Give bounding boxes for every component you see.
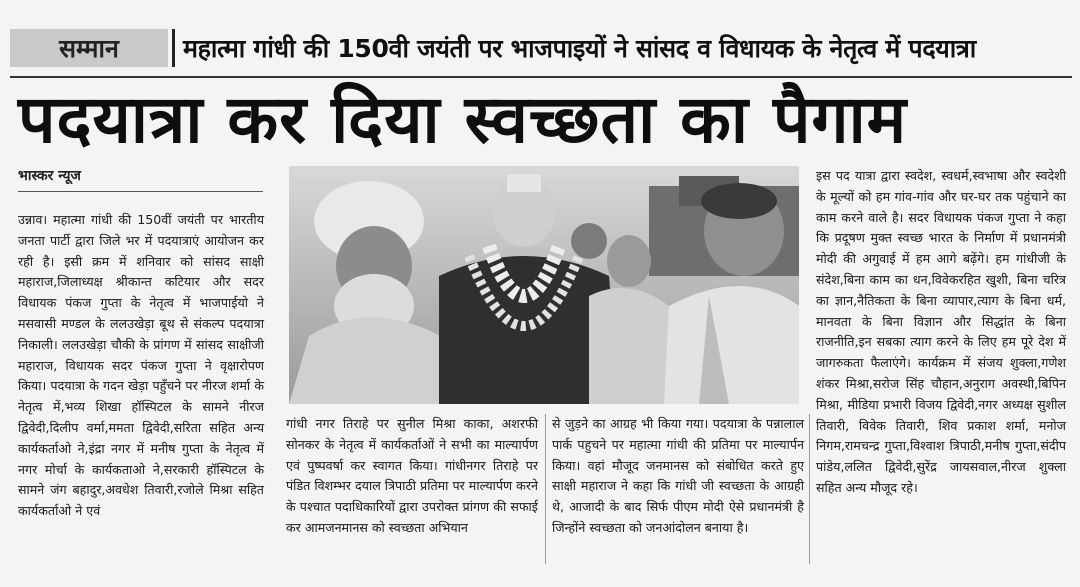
section-kicker: सम्मान bbox=[10, 29, 168, 67]
column-divider bbox=[545, 414, 546, 564]
kicker-divider bbox=[172, 29, 175, 67]
news-photo bbox=[289, 166, 799, 404]
headline: पदयात्रा कर दिया स्वच्छता का पैगाम bbox=[18, 81, 908, 158]
column-divider bbox=[809, 414, 810, 564]
article-column-2: गांधी नगर तिराहे पर सुनील मिश्रा काका, अशरफी सोनकर के नेतृत्व में कार्यकर्ताओं ने सभी का माल्यार्पण एवं पुष्पवर्षा कर स्वागत किया। गांधीनगर तिराहे पर पंडित विशम्भर दयाल त्रिपाठी प्रतिमा पर माल्यार्पण करने के पश्चात पदाधिकारियों द्वारा उपरोक्त प्रांगण की सफाई कर आमजनमानस को स्वच्छता अभियान bbox=[286, 416, 538, 535]
byline: भास्कर न्यूज bbox=[18, 166, 263, 192]
article-column-1: उन्नाव। महात्मा गांधी की 150वीं जयंती पर भारतीय जनता पार्टी द्वारा जिले भर में पदयात्राएं आयोजन कर रही है। इसी क्रम में शनिवार को सांसद साक्षी महाराज,जिलाध्यक्ष श्रीकान्त कटियार और सदर विधायक पंकज गुप्ता के नेतृत्व में भाजपाईयो ने मसवासी मण्डल के ललउखेड़ा बूथ से संकल्प पदयात्रा निकाली। ललउखेड़ा चौकी के प्रांगण में सांसद साक्षीजी महाराज, विधायक सदर पंकज गुप्ता ने वृक्षारोपण किया। पदयात्रा के गदन खेड़ा पहुँचने पर नीरज शर्मा के नेतृत्व में,भव्य शिखा हॉस्पिटल के सामने नीरज द्विवेदी,दिलीप वर्मा,ममता द्विवेदी,सरिता सहित अन्य कार्यकर्ताओ ने,इंद्रा नगर में मनीष गुप्ता के नेतृत्व में नगर मोर्चा के कार्यकताओ ने,सरकारी हॉस्पिटल के सामने जंग बहादुर,अवधेश तिवारी,रजोले मिश्रा सहित कार्यकर्ताओ ने एवं bbox=[18, 212, 264, 519]
article-column-4: इस पद यात्रा द्वारा स्वदेश, स्वधर्म,स्वभाषा और स्वदेशी के मूल्यों को हम गांव-गांव और घर-घर तक पहुंचाने का काम करने वाले है। सदर विधायक पंकज गुप्ता ने कहा कि प्रदूषण मुक्त स्वच्छ भारत के निर्माण में प्रधानमंत्री मोदी की अगुवाई में हम आगे बढ़ेंगे। हम गांधीजी के संदेश,बिना काम का धन,विवेकरहित खुशी, बिना चरित्र का ज्ञान,नैतिकता के बिना व्यापार,त्याग के बिना धर्म, मानवता के बिना विज्ञान और सिद्धांत के बिना राजनीति,इन सबका त्याग करने के लिए हम पूरे देश में जागरुकता फैलाएंगे। कार्यक्रम में संजय शुक्ला,गणेश शंकर मिश्रा,सरोज सिंह चौहान,अनुराग अवस्थी,बिपिन मिश्रा, मीडिया प्रभारी विजय द्विवेदी,नगर अध्यक्ष सुशील तिवारी, विवेक तिवारी, शिव प्रकाश शर्मा, मनोज निगम,रामचन्द्र गुप्ता,विश्वाश त्रिपाठी,मनीष गुप्ता,संदीप पांडेय,ललित द्विवेदी,सुरेंद्र जायसवाल,नीरज शुक्ला सहित अन्य मौजूद रहे। bbox=[816, 168, 1066, 495]
article-column-3: से जुड़ने का आग्रह भी किया गया। पदयात्रा के पन्नालाल पार्क पहुचने पर महात्मा गांधी की प्रतिमा पर माल्यार्पन किया। वहां मौजूद जनमानस को संबोधित करते हुए साक्षी महाराज ने कहा कि गांधी जी स्वच्छता के आग्रही थे, आजादी के बाद सिर्फ पीएम मोदी ऐसे प्रधानमंत्री है जिन्होंने स्वच्छता को जनआंदोलन बनाया है। bbox=[552, 416, 804, 535]
section-header bbox=[10, 22, 1072, 74]
photo-illustration bbox=[289, 166, 799, 404]
strapline: महात्मा गांधी की 150वी जयंती पर भाजपाइयों ने सांसद व विधायक के नेतृत्व में पदयात्रा bbox=[183, 34, 976, 63]
header-rule bbox=[10, 76, 1072, 78]
